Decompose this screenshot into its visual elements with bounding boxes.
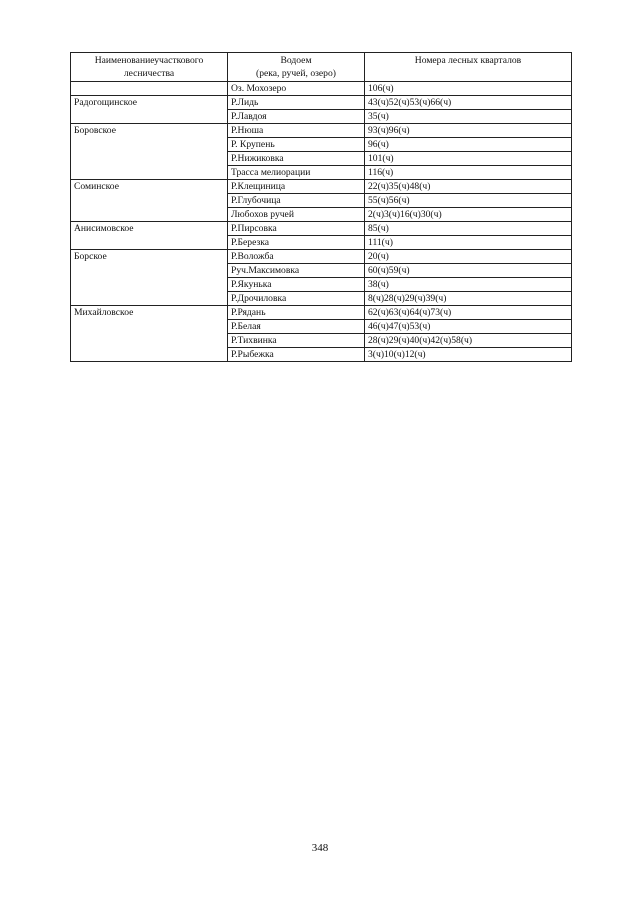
quarters-cell: 96(ч): [365, 138, 572, 152]
water-body-cell: Р. Крупень: [228, 138, 365, 152]
quarters-cell: 62(ч)63(ч)64(ч)73(ч): [365, 306, 572, 320]
quarters-cell: 22(ч)35(ч)48(ч): [365, 180, 572, 194]
quarters-cell: 3(ч)10(ч)12(ч): [365, 348, 572, 362]
table-row: [71, 222, 572, 236]
water-body-cell: Р.Клещиница: [228, 180, 365, 194]
quarters-cell: 35(ч): [365, 110, 572, 124]
water-body-cell: Р.Нюша: [228, 124, 365, 138]
water-body-cell: Р.Березка: [228, 236, 365, 250]
header-water-line2: (река, ручей, озеро): [256, 68, 336, 79]
quarters-cell: 111(ч): [365, 236, 572, 250]
district-cell: [71, 82, 228, 96]
water-body-cell: Р.Пирсовка: [228, 222, 365, 236]
quarters-cell: 2(ч)3(ч)16(ч)30(ч): [365, 208, 572, 222]
water-body-cell: Р.Якунька: [228, 278, 365, 292]
quarters-cell: 8(ч)28(ч)29(ч)39(ч): [365, 292, 572, 306]
header-district: [71, 53, 228, 82]
water-body-cell: Р.Глубочица: [228, 194, 365, 208]
header-water-line1: Водоем: [280, 55, 312, 66]
water-body-cell: Р.Лидь: [228, 96, 365, 110]
table-body: [71, 82, 572, 362]
district-cell: Радогощинское: [71, 96, 228, 124]
quarters-cell: 43(ч)52(ч)53(ч)66(ч): [365, 96, 572, 110]
district-cell: Боровское: [71, 124, 228, 180]
water-body-cell: Оз. Мохозеро: [228, 82, 365, 96]
water-body-cell: Р.Белая: [228, 320, 365, 334]
water-body-cell: Р.Нижиковка: [228, 152, 365, 166]
water-body-cell: Руч.Максимовка: [228, 264, 365, 278]
header-quarters-line1: Номера лесных кварталов: [414, 55, 522, 66]
table-row: [71, 124, 572, 138]
forest-water-table: [70, 52, 572, 362]
water-body-cell: Р.Дрочиловка: [228, 292, 365, 306]
water-body-cell: Трасса мелиорации: [228, 166, 365, 180]
water-body-cell: Р.Рядань: [228, 306, 365, 320]
quarters-cell: 38(ч): [365, 278, 572, 292]
quarters-cell: 116(ч): [365, 166, 572, 180]
quarters-cell: 20(ч): [365, 250, 572, 264]
header-district-line2: лесничества: [123, 68, 175, 79]
quarters-cell: 60(ч)59(ч): [365, 264, 572, 278]
district-cell: Михайловское: [71, 306, 228, 362]
district-cell: Борское: [71, 250, 228, 306]
table-row: [71, 82, 572, 96]
quarters-cell: 46(ч)47(ч)53(ч): [365, 320, 572, 334]
table-row: [71, 180, 572, 194]
quarters-cell: 101(ч): [365, 152, 572, 166]
table-row: [71, 250, 572, 264]
quarters-cell: 55(ч)56(ч): [365, 194, 572, 208]
water-body-cell: Р.Лавдоя: [228, 110, 365, 124]
header-district-line1: Наименованиеучасткового: [94, 55, 204, 66]
district-cell: Анисимовское: [71, 222, 228, 250]
header-quarters: [365, 53, 572, 82]
quarters-cell: 106(ч): [365, 82, 572, 96]
quarters-cell: 85(ч): [365, 222, 572, 236]
table-row: [71, 96, 572, 110]
district-cell: Соминское: [71, 180, 228, 222]
quarters-cell: 93(ч)96(ч): [365, 124, 572, 138]
water-body-cell: Р.Рыбежка: [228, 348, 365, 362]
table-header-row: [71, 53, 572, 82]
table-row: [71, 306, 572, 320]
page-number: 348: [311, 842, 329, 854]
water-body-cell: Р.Воложба: [228, 250, 365, 264]
quarters-cell: 28(ч)29(ч)40(ч)42(ч)58(ч): [365, 334, 572, 348]
header-water-body: [228, 53, 365, 82]
water-body-cell: Любохов ручей: [228, 208, 365, 222]
water-body-cell: Р.Тихвинка: [228, 334, 365, 348]
